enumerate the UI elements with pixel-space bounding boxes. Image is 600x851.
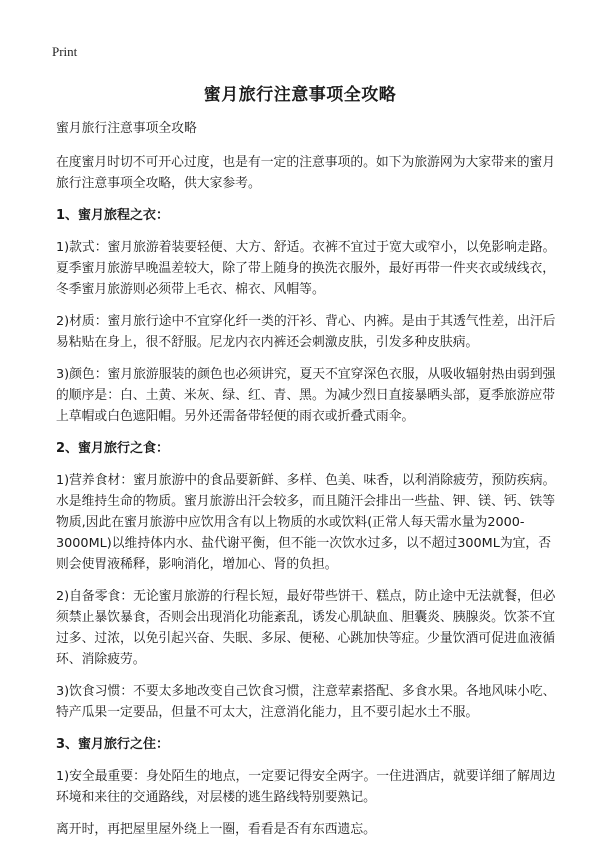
paragraph: 1)款式：蜜月旅游着装要轻便、大方、舒适。衣裤不宜过于宽大或窄小，以免影响走路。夏季蜜月旅游早晚温差较大，除了带上随身的换洗衣服外，最好再带一件夹衣或绒线衣，冬季蜜月旅游则必须带上毛衣、棉衣、风帽等。 — [56, 240, 556, 297]
paragraph: 2)自备零食：无论蜜月旅游的行程长短，最好带些饼干、糕点，防止途中无法就餐，但必须禁止暴饮暴食，否则会出现消化功能紊乱，诱发心肌缺血、胆囊炎、胰腺炎。饮茶不宜过多、过浓，以免引起兴奋、失眠、多尿、便秘、心跳加快等症。少量饮酒可促进血液循环、消除疲劳。 — [56, 589, 556, 667]
article-subtitle: 蜜月旅行注意事项全攻略 — [56, 121, 197, 136]
paragraph: 3)颜色：蜜月旅游服装的颜色也必须讲究，夏天不宜穿深色衣服，从吸收辐射热由弱到强的顺序是：白、土黄、米灰、绿、红、青、黑。为减少烈日直接暴晒头部，夏季旅游应带上草帽或白色遮阳帽。另外还需备带轻便的雨衣或折叠式雨伞。 — [56, 367, 556, 424]
section-heading-clothing: 1、蜜月旅程之衣： — [56, 208, 170, 223]
paragraph: 离开时，再把屋里屋外绕上一圈，看看是否有东西遗忘。 — [56, 822, 376, 837]
paragraph: 3)饮食习惯：不要太多地改变自己饮食习惯，注意荤素搭配、多食水果。各地风味小吃、特产瓜果一定要品，但量不可太大，注意消化能力，且不要引起水土不服。 — [56, 684, 556, 720]
page-title: 蜜月旅行注意事项全攻略 — [203, 85, 397, 105]
section-heading-lodging: 3、蜜月旅行之住： — [56, 737, 170, 752]
paragraph: 1)营养食材：蜜月旅游中的食品要新鲜、多样、色美、味香，以利消除疲劳，预防疾病。水是维持生命的物质。蜜月旅游出汗会较多，而且随汗会排出一些盐、钾、镁、钙、铁等物质,因此在蜜月旅游中应饮用含有以上物质的水或饮料(正常人每天需水量为2000-3000ML)以维持体内水、盐代谢平衡，但不能一次饮水过多，以不超过300ML为宜，否则会使胃液稀释，影响消化，增加心、肾的负担。 — [56, 473, 556, 572]
article-body — [56, 118, 556, 851]
section-heading-food: 2、蜜月旅行之食： — [56, 441, 170, 456]
paragraph: 2)材质：蜜月旅行途中不宜穿化纤一类的汗衫、背心、内裤。是由于其透气性差，出汗后易粘贴在身上，很不舒服。尼龙内衣内裤还会刺激皮肤，引发多种皮肤病。 — [56, 314, 556, 350]
intro-paragraph: 在度蜜月时切不可开心过度，也是有一定的注意事项的。如下为旅游网为大家带来的蜜月旅行注意事项全攻略，供大家参考。 — [56, 155, 556, 191]
paragraph: 1)安全最重要：身处陌生的地点，一定要记得安全两字。一住进酒店，就要详细了解周边环境和来往的交通路线，对层楼的逃生路线特别要熟记。 — [56, 769, 556, 805]
print-link[interactable]: Print — [52, 44, 78, 59]
